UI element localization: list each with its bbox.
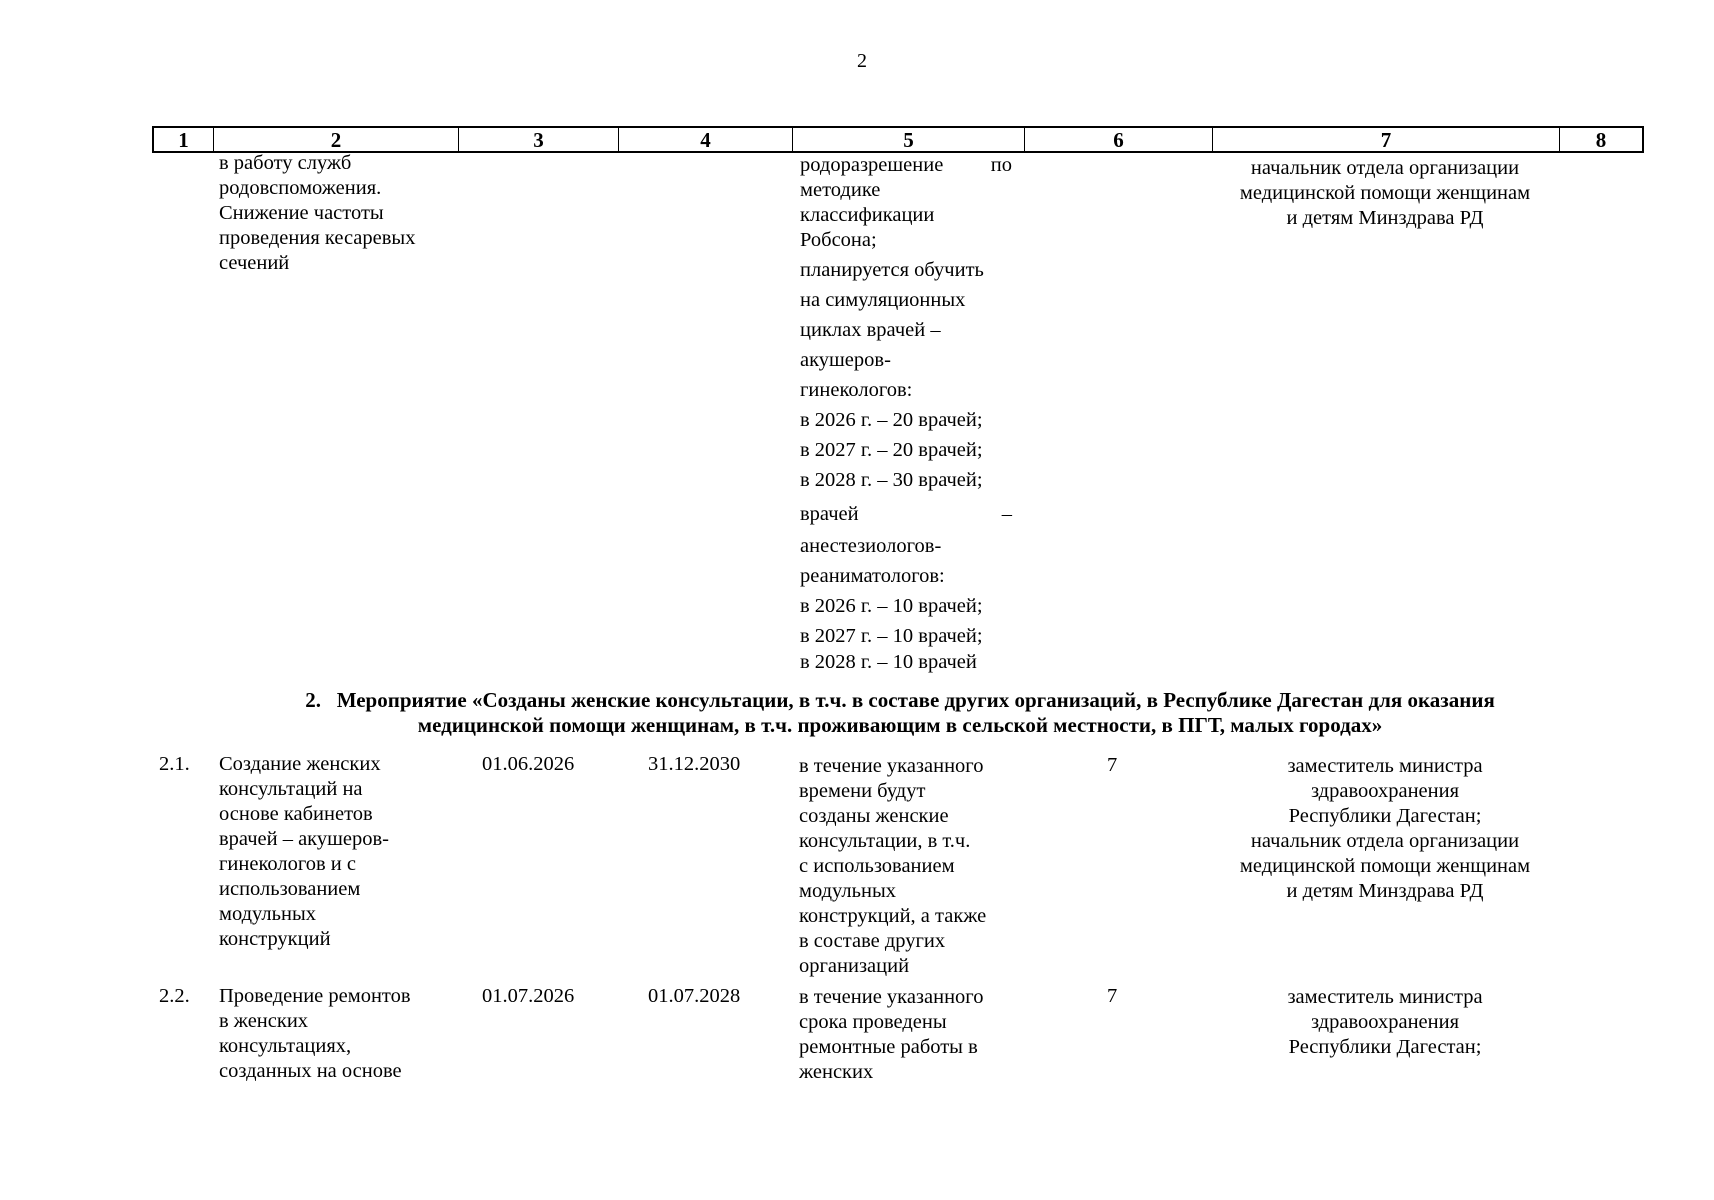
cont-col7-responsible: начальник отдела организации медицинской помощи женщинам и детям Минздрава РД — [1239, 157, 1531, 229]
row-result: в течение указанного времени будут созданы женские консультации, в т.ч. с использованием модульных конструкций, а также в составе других организаций — [799, 755, 987, 977]
cont-col5-line: на симуляционных — [800, 289, 966, 311]
row-end-date: 31.12.2030 — [648, 753, 741, 775]
cont-col5-line: классификации — [800, 204, 935, 226]
row-start-date: 01.07.2026 — [482, 985, 575, 1007]
header-cell-5: 5 — [792, 128, 1024, 151]
cont-col5-line: методике — [800, 179, 881, 201]
cont-col5-line: планируется обучить — [800, 259, 984, 281]
cont-col5-line: в 2026 г. – 10 врачей; — [800, 595, 983, 617]
cont-col2-line: сечений — [219, 252, 290, 274]
row-number: 2.2. — [159, 985, 190, 1007]
cont-col2-line: проведения кесаревых — [219, 227, 416, 249]
section-title-line-1 — [150, 688, 1650, 713]
row-end-date: 01.07.2028 — [648, 985, 741, 1007]
page-number: 2 — [857, 50, 867, 72]
header-cell-1: 1 — [178, 128, 189, 152]
header-cell-7: 7 — [1212, 128, 1559, 151]
header-cell-8: 8 — [1559, 128, 1642, 151]
row-name: Проведение ремонтов в женских консультациях, созданных на основе — [219, 985, 411, 1082]
header-cell-4: 4 — [618, 128, 792, 151]
row-start-date: 01.06.2026 — [482, 753, 575, 775]
cont-col5-line: в 2026 г. – 20 врачей; — [800, 409, 983, 431]
cont-col2 — [219, 151, 415, 276]
cont-col5-line: акушеров- — [800, 349, 891, 371]
header-cell-6: 6 — [1024, 128, 1212, 151]
cont-col5-line: циклах врачей – — [800, 319, 941, 341]
cont-col5-line: в 2028 г. – 10 врачей — [800, 651, 977, 673]
header-cell-2: 2 — [213, 128, 458, 151]
cont-col2-line: в работу служб — [219, 152, 352, 174]
cont-col5-split-line: врачей – — [800, 503, 1012, 525]
cont-col2-line: родовспоможения. — [219, 177, 382, 199]
cont-col5-line: анестезиологов- — [800, 535, 942, 557]
cont-col5-line-1: родоразрешение по — [800, 154, 1012, 176]
cont-col5-line: реаниматологов: — [800, 565, 945, 587]
cont-col5-line: гинекологов: — [800, 379, 913, 401]
table-header-row — [152, 126, 1644, 153]
row-col6: 7 — [1107, 754, 1118, 776]
row-result: в течение указанного срока проведены ремонтные работы в женских — [799, 986, 984, 1083]
row-col6: 7 — [1107, 985, 1118, 1007]
row-name: Создание женских консультаций на основе кабинетов врачей – акушеров- гинекологов и с использованием модульных конструкций — [219, 753, 389, 950]
cont-col5-line: в 2027 г. – 10 врачей; — [800, 625, 983, 647]
section-number: 2. — [305, 688, 321, 712]
section-title-line-2: медицинской помощи женщинам, в т.ч. проживающим в сельской местности, в ПГТ, малых городах» — [417, 713, 1383, 737]
section-title — [150, 688, 1650, 738]
section-title-text-1: Мероприятие «Созданы женские консультации, в т.ч. в составе других организаций, в Республике Дагестан для оказания — [336, 688, 1495, 712]
cont-col5-line: в 2028 г. – 30 врачей; — [800, 469, 983, 491]
cont-col5-line: в 2027 г. – 20 врачей; — [800, 439, 983, 461]
row-responsible: заместитель министра здравоохранения Республики Дагестан; — [1287, 986, 1483, 1058]
cont-col5-block-a — [800, 178, 1012, 498]
row-number: 2.1. — [159, 753, 190, 775]
cont-col5-block-b — [800, 534, 1012, 675]
header-cell-3: 3 — [458, 128, 618, 151]
cont-col5-line: Робсона; — [800, 229, 877, 251]
row-responsible: заместитель министра здравоохранения Республики Дагестан; начальник отдела организации медицинской помощи женщинам и детям Минздрава РД — [1239, 755, 1531, 902]
cont-col2-line: Снижение частоты — [219, 202, 384, 224]
